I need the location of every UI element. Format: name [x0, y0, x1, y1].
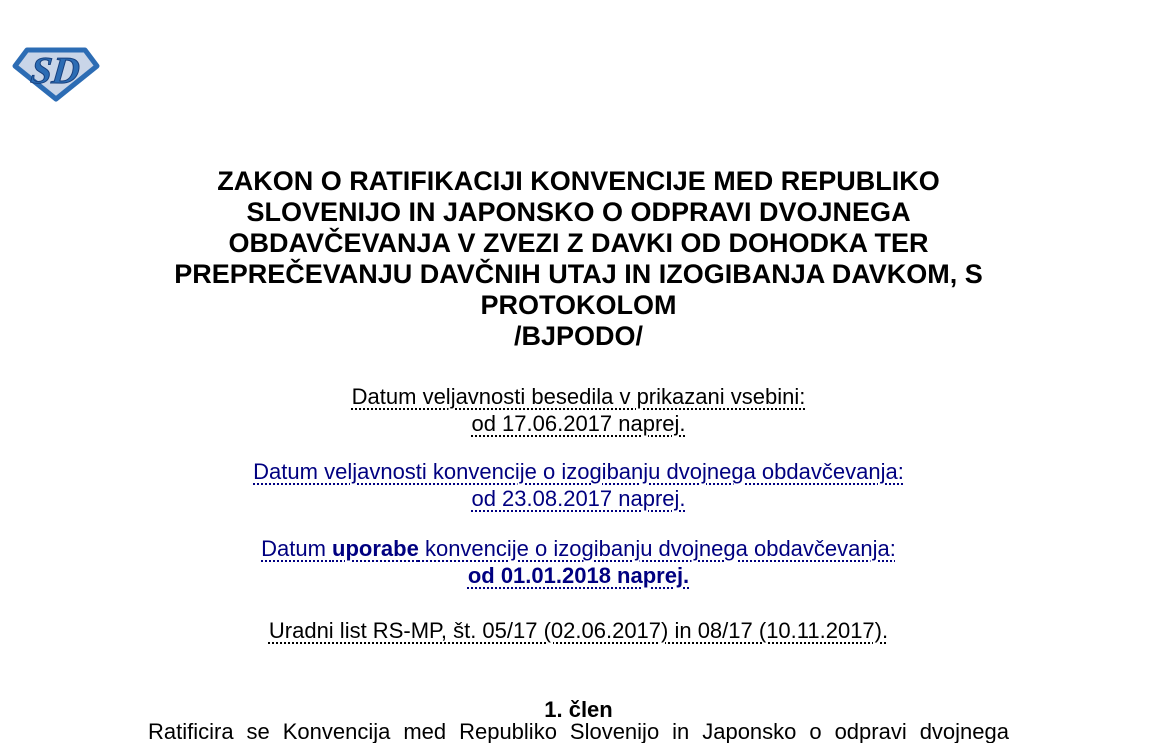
convention-usage-date-link-line2[interactable]: od 01.01.2018 naprej. — [467, 563, 690, 588]
usage-line-prefix: Datum — [261, 536, 333, 561]
law-title-abbreviation: /BJPODO/ — [513, 321, 644, 351]
convention-validity-date-link-line1[interactable]: Datum veljavnosti konvencije o izogibanju dvojnega obdavčevanja: — [253, 459, 904, 484]
usage-line-suffix: konvencije o izogibanju dvojnega obdavčevanja: — [418, 536, 896, 561]
convention-validity-date-link-line2[interactable]: od 23.08.2017 naprej. — [471, 486, 686, 511]
sd-logo[interactable] — [12, 45, 100, 103]
law-title-line: SLOVENIJO IN JAPONSKO O ODPRAVI DVOJNEGA — [246, 197, 911, 227]
law-title-line: ZAKON O RATIFIKACIJI KONVENCIJE MED REPUBLIKO — [217, 166, 940, 196]
text-validity-date-link-line2[interactable]: od 17.06.2017 naprej. — [471, 411, 686, 436]
article-1-body-text: Ratificira se Konvencija med Republiko Slovenijo in Japonsko o odpravi dvojnega — [148, 719, 1009, 743]
usage-line-bold-word: uporabe — [332, 536, 419, 561]
law-title-line: OBDAVČEVANJA V ZVEZI Z DAVKI OD DOHODKA TER — [228, 228, 929, 258]
article-1-heading: 1. člen — [544, 697, 613, 722]
law-title-line: PROTOKOLOM — [480, 290, 677, 320]
law-title-line: PREPREČEVANJU DAVČNIH UTAJ IN IZOGIBANJA DAVKOM, S — [174, 259, 983, 289]
sd-shield-icon — [12, 45, 100, 103]
logo-letters: SD — [28, 50, 82, 92]
official-gazette-link[interactable]: Uradni list RS-MP, št. 05/17 (02.06.2017) in 08/17 (10.11.2017). — [268, 618, 889, 643]
text-validity-date-link-line1[interactable]: Datum veljavnosti besedila v prikazani vsebini: — [351, 384, 806, 409]
convention-usage-date-link-line1[interactable] — [0, 535, 1157, 562]
law-title — [0, 166, 1157, 352]
